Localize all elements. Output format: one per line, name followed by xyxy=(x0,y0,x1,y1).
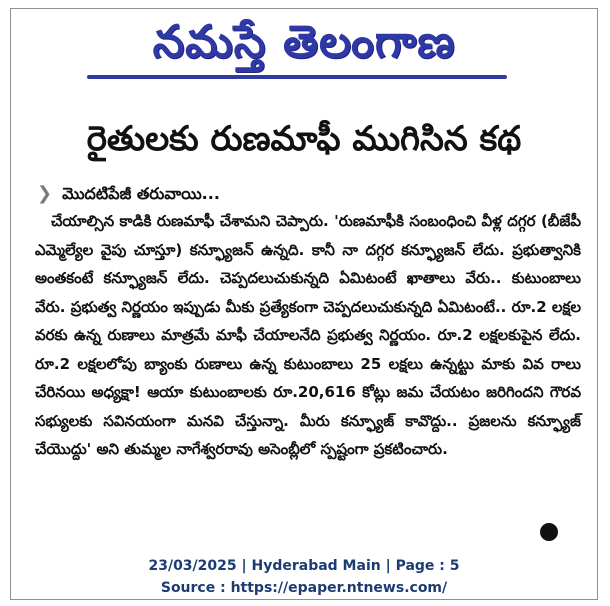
masthead-underline xyxy=(87,75,507,79)
masthead-title: నమస్తే తెలంగాణ xyxy=(152,15,456,68)
continuation-label xyxy=(37,181,220,207)
end-mark-icon xyxy=(540,523,558,541)
source-link-text: Source : https://epaper.ntnews.com/ xyxy=(160,580,448,596)
article-body: చేయాల్సిన కాడికి రుణమాఫీ చేశామని చెప్పారు. 'రుణమాఫీకి సంబంధించి వీళ్ల దగ్గర (బీజేపీ ఎమ్మెల్యేల వైపు చూస్తూ) కన్ఫ్యూజన్ ఉన్నది. కానీ నా దగ్గర కన్ఫ్యూజన్ లేదు. ప్రభుత్వానికి అంతకంటే కన్ఫ్యూజన్ లేదు. చెప్పదలుచుకున్నది ఏమిటంటే ఖాతాలు వేరు.. కుటుంబాలు వేరు. ప్రభుత్వ నిర్ణయం ఇప్పుడు మీకు ప్రత్యేకంగా చెప్పదలుచుకున్నది ఏమిటంటే.. రూ.2 లక్షల వరకు ఉన్న రుణాలు మాత్రమే మాఫీ చేయాలనేది ప్రభుత్వ నిర్ణయం. రూ.2 లక్షలకుపైన లేదు. రూ.2 లక్షలలోపు బ్యాంకు రుణాలు ఉన్న కుటుంబాలు 25 లక్షలు ఉన్నట్టు మాకు వివ రాలు చేరినయి అధ్యక్షా! ఆయా కుటుంబాలకు రూ.20,616 కోట్లు జమ చేయటం జరిగిందని గౌరవ సభ్యులకు సవినయంగా మనవి చేస్తున్నా. మీరు కన్ఫ్యూజ్ కావొద్దు.. ప్రజలను కన్ఫ్యూజ్ చేయొద్దు' అని తుమ్మల నాగేశ్వరరావు అసెంబ్లీలో స్పష్టంగా ప్రకటించారు. xyxy=(35,212,581,458)
newspaper-clipping xyxy=(10,8,598,600)
continuation-text: మొదటిపేజీ తరువాయి... xyxy=(62,184,220,203)
publication-meta: 23/03/2025 | Hyderabad Main | Page : 5 xyxy=(148,558,460,574)
source-footer xyxy=(11,555,597,599)
chevron-right-icon: ❯ xyxy=(37,183,53,204)
article-headline: రైతులకు రుణమాఫీ ముగిసిన కథ xyxy=(86,119,522,159)
